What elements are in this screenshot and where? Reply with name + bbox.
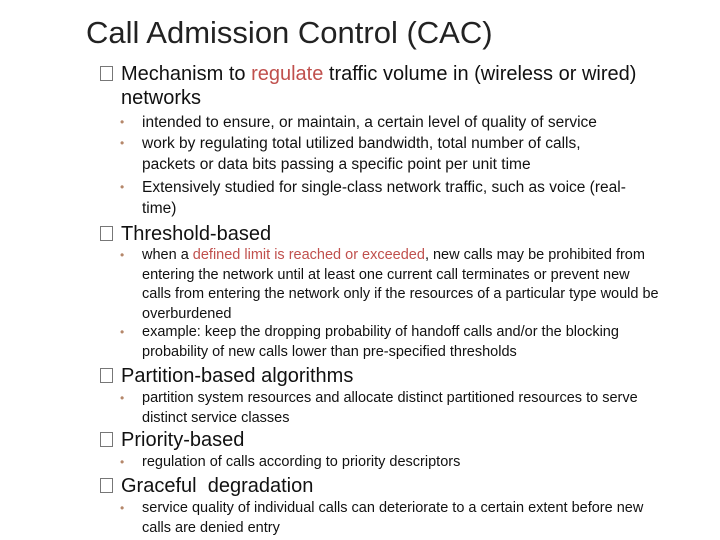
sub-bullet-text-cont: calls are denied entry (142, 519, 280, 536)
bullet-dot-icon: • (120, 115, 125, 129)
sub-bullet-text-cont: probability of new calls lower than pre-specified thresholds (142, 343, 517, 360)
sub-bullet-text-cont: time) (142, 200, 177, 217)
sub-bullet (120, 246, 659, 324)
sub-bullet (120, 499, 644, 538)
sub-bullet (120, 453, 461, 473)
sub-bullet-text-cont: packets or data bits passing a specific point per unit time (142, 156, 531, 173)
sub-bullet-text: partition system resources and allocate distinct partitioned resources to serve (142, 390, 638, 406)
text-segment: when a (142, 247, 193, 263)
bullet-priority-label: Priority-based (121, 429, 245, 451)
bullet-dot-icon: • (120, 325, 125, 339)
bullet-mechanism (100, 62, 700, 110)
sub-bullet (120, 177, 626, 219)
bullet-dot-icon: • (120, 501, 125, 515)
sub-bullet-text-cont: entering the network until at least one current call terminates or prevent new (142, 266, 630, 283)
bullet-dot-icon: • (120, 136, 125, 150)
checkbox-square-icon (100, 368, 113, 383)
text-segment: traffic volume in (wireless or wired) (323, 63, 637, 85)
sub-bullet-text-cont: overburdened (142, 305, 232, 322)
sub-bullet-text: regulation of calls according to priority descriptors (142, 454, 461, 470)
bullet-partition-label: Partition-based algorithms (121, 365, 354, 387)
bullet-mechanism-text (121, 62, 636, 86)
bullet-dot-icon: • (120, 180, 125, 194)
sub-bullet (120, 112, 597, 133)
bullet-dot-icon: • (120, 455, 125, 469)
bullet-dot-icon: • (120, 248, 125, 262)
checkbox-square-icon (100, 432, 113, 447)
highlight-defined-limit: defined limit is reached or exceeded (192, 247, 425, 263)
bullet-graceful-label: Graceful degradation (121, 475, 314, 497)
sub-bullet (120, 389, 638, 428)
text-segment: , new calls may be prohibited from (424, 247, 645, 263)
sub-bullet-text-cont: distinct service classes (142, 409, 290, 426)
sub-bullet (120, 323, 619, 362)
text-segment: Mechanism to (121, 63, 252, 85)
highlight-regulate: regulate (251, 63, 324, 85)
sub-bullet-text-cont: calls from entering the network only if the resources of a particular type would be (142, 286, 659, 302)
bullet-mechanism-continuation: networks (121, 87, 202, 109)
sub-bullet-text (142, 246, 659, 266)
checkbox-square-icon (100, 66, 113, 81)
sub-bullet-text: example: keep the dropping probability of handoff calls and/or the blocking (142, 324, 619, 340)
bullet-threshold-label: Threshold-based (121, 223, 272, 245)
sub-bullet (120, 133, 581, 175)
sub-bullet-text: service quality of individual calls can deteriorate to a certain extent before new (142, 500, 644, 516)
slide-title: Call Admission Control (CAC) (86, 15, 493, 50)
sub-bullet-text: intended to ensure, or maintain, a certain level of quality of service (142, 114, 597, 131)
sub-bullet-text: Extensively studied for single-class network traffic, such as voice (real- (142, 179, 626, 196)
sub-bullet-text: work by regulating total utilized bandwidth, total number of calls, (142, 135, 581, 152)
checkbox-square-icon (100, 478, 113, 493)
checkbox-square-icon (100, 226, 113, 241)
bullet-dot-icon: • (120, 391, 125, 405)
